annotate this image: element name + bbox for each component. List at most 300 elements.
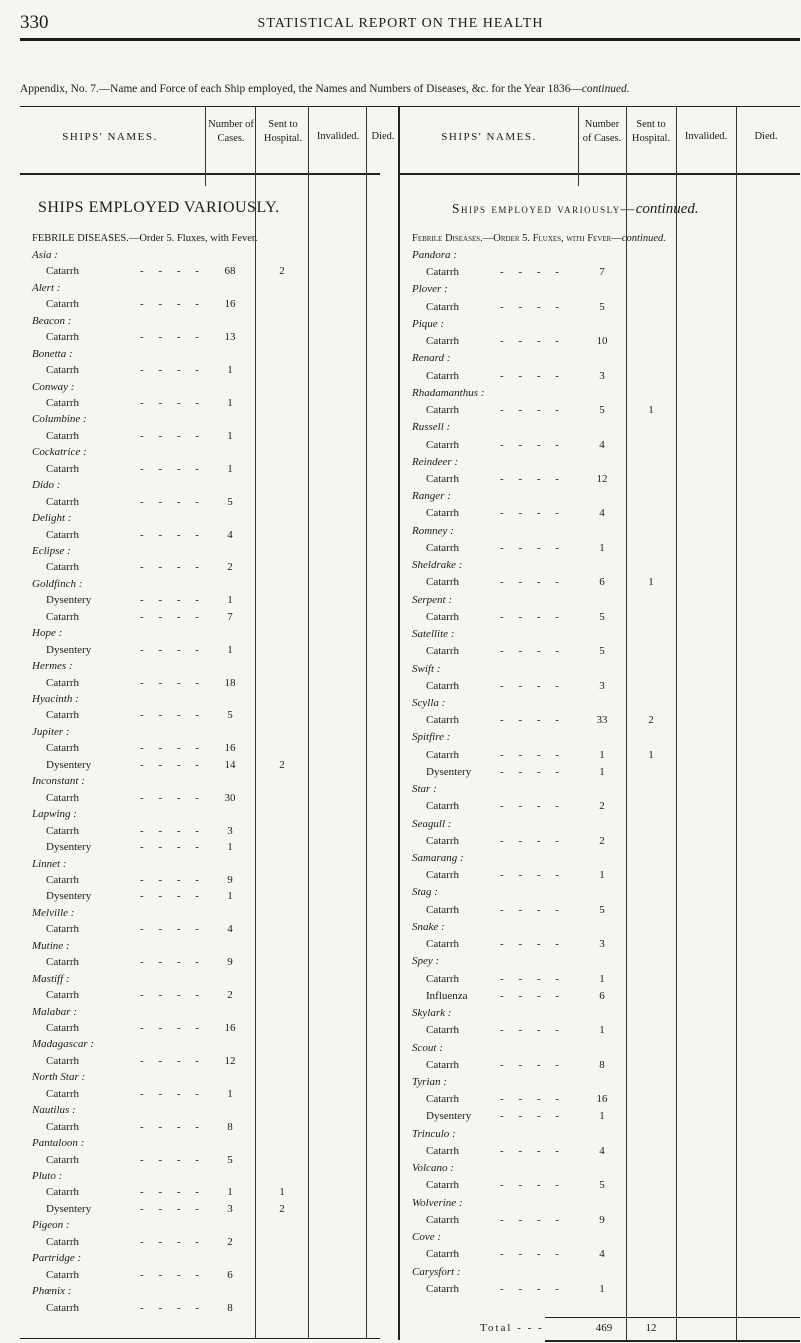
- right-subsection-continued: continued.: [621, 233, 666, 244]
- cases-count: 1: [227, 1186, 233, 1199]
- leader-dashes: - - - -: [500, 472, 565, 485]
- ship-name: Beacon :: [32, 314, 72, 327]
- cases-count: 1: [227, 841, 233, 854]
- leader-dashes: - - - -: [140, 1186, 205, 1199]
- disease-name: Catarrh: [46, 709, 79, 722]
- cases-count: 33: [596, 714, 608, 727]
- cases-count: 1: [227, 1087, 233, 1100]
- total-sent: 12: [645, 1322, 657, 1334]
- cases-count: 1: [227, 643, 233, 656]
- leader-dashes: - - - -: [140, 989, 205, 1002]
- col-invalided-left: Invalided.: [316, 131, 360, 142]
- ship-name: Bonetta :: [32, 347, 73, 360]
- ship-name: Malabar :: [32, 1005, 77, 1018]
- leader-dashes: - - - -: [140, 462, 205, 475]
- leader-dashes: - - - -: [140, 528, 205, 541]
- leader-dashes: - - - -: [140, 331, 205, 344]
- ship-name: Scylla :: [412, 696, 446, 709]
- col-divider: [676, 106, 677, 1340]
- disease-name: Catarrh: [426, 541, 459, 554]
- leader-dashes: - - - -: [500, 335, 565, 348]
- ship-name: Pandora :: [412, 249, 457, 261]
- cases-count: 5: [599, 300, 605, 313]
- col-divider: [205, 106, 206, 186]
- col-divider: [366, 106, 367, 1338]
- disease-name: Catarrh: [46, 1087, 79, 1100]
- ship-name: Sheldrake :: [412, 559, 463, 572]
- ship-name: Melville :: [32, 906, 75, 919]
- ship-name: Asia :: [32, 249, 58, 261]
- ship-name: Rhadamanthus :: [412, 386, 485, 399]
- cases-count: 1: [599, 972, 605, 985]
- disease-name: Catarrh: [46, 1186, 79, 1199]
- leader-dashes: - - - -: [140, 676, 205, 689]
- disease-name: Catarrh: [426, 1058, 459, 1071]
- cases-count: 68: [224, 265, 236, 278]
- cases-count: 1: [227, 364, 233, 377]
- ship-name: Mastiff :: [32, 972, 70, 985]
- total-label: Total - - -: [480, 1322, 544, 1334]
- disease-name: Catarrh: [46, 873, 79, 886]
- leader-dashes: - - - -: [500, 404, 565, 417]
- total-rule: [545, 1317, 800, 1318]
- disease-name: Catarrh: [426, 903, 459, 916]
- disease-name: Catarrh: [46, 1235, 79, 1248]
- sent-to-hospital-count: 2: [648, 714, 654, 727]
- leader-dashes: - - - -: [500, 610, 565, 623]
- ship-name: Cove :: [412, 1231, 442, 1244]
- leader-dashes: - - - -: [140, 1235, 205, 1248]
- leader-dashes: - - - -: [500, 938, 565, 951]
- cases-count: 1: [599, 541, 605, 554]
- cases-count: 16: [224, 742, 236, 755]
- col-divider: [398, 106, 400, 1340]
- ship-name: Ranger :: [412, 490, 451, 503]
- col-invalided-right: Invalided.: [684, 131, 728, 142]
- disease-name: Catarrh: [426, 1024, 459, 1037]
- ship-name: Linnet :: [32, 857, 67, 870]
- cases-count: 12: [596, 472, 608, 485]
- disease-name: Catarrh: [426, 507, 459, 520]
- leader-dashes: - - - -: [500, 714, 565, 727]
- leader-dashes: - - - -: [140, 742, 205, 755]
- disease-name: Catarrh: [426, 300, 459, 313]
- cases-count: 1: [599, 748, 605, 761]
- disease-name: Catarrh: [426, 679, 459, 692]
- disease-name: Catarrh: [46, 989, 79, 1002]
- ship-name: Conway :: [32, 380, 75, 393]
- ship-name: Stag :: [412, 886, 438, 899]
- disease-name: Catarrh: [426, 576, 459, 589]
- cases-count: 6: [227, 1268, 233, 1281]
- ship-name: Eclipse :: [32, 545, 71, 558]
- ship-name: Spitfire :: [412, 731, 451, 744]
- cases-count: 16: [596, 1093, 608, 1106]
- leader-dashes: - - - -: [140, 923, 205, 936]
- ship-name: Lapwing :: [32, 808, 77, 821]
- bottom-rule-left: [20, 1338, 380, 1339]
- cases-count: 2: [599, 800, 605, 813]
- cases-count: 1: [599, 765, 605, 778]
- cases-count: 10: [596, 335, 608, 348]
- leader-dashes: - - - -: [500, 989, 565, 1002]
- disease-name: Catarrh: [46, 1021, 79, 1034]
- cases-count: 5: [227, 495, 233, 508]
- leader-dashes: - - - -: [140, 956, 205, 969]
- ship-name: Swift :: [412, 662, 441, 675]
- cases-count: 4: [227, 923, 233, 936]
- leader-dashes: - - - -: [500, 1282, 565, 1295]
- col-ships-names-left: SHIPS' NAMES.: [62, 131, 158, 143]
- leader-dashes: - - - -: [500, 507, 565, 520]
- subtitle-text: Appendix, No. 7.—Name and Force of each Ship employed, the Names and Numbers of Diseases, &c. for the Year 1836—: [20, 83, 582, 95]
- disease-name: Catarrh: [426, 472, 459, 485]
- disease-name: Dysentery: [46, 643, 92, 656]
- disease-name: Catarrh: [46, 956, 79, 969]
- leader-dashes: - - - -: [140, 610, 205, 623]
- cases-count: 9: [599, 1213, 605, 1226]
- cases-count: 3: [599, 938, 605, 951]
- cases-count: 4: [227, 528, 233, 541]
- ship-name: Pique :: [412, 317, 445, 330]
- cases-count: 1: [599, 1282, 605, 1295]
- left-subsection-title: FEBRILE DISEASES.—Order 5. Fluxes, with Fever.: [32, 233, 258, 244]
- page-subtitle: [20, 83, 800, 95]
- ship-name: Alert :: [32, 281, 61, 294]
- disease-name: Catarrh: [46, 791, 79, 804]
- disease-name: Catarrh: [426, 800, 459, 813]
- page-number: 330: [20, 12, 49, 33]
- leader-dashes: - - - -: [500, 972, 565, 985]
- cases-count: 5: [599, 903, 605, 916]
- ship-name: Star :: [412, 783, 437, 796]
- right-subsection-text: Febrile Diseases.—Order 5. Fluxes, with Fever—: [412, 233, 622, 244]
- leader-dashes: - - - -: [140, 841, 205, 854]
- ship-name: Carysfort :: [412, 1265, 461, 1278]
- disease-name: Catarrh: [46, 528, 79, 541]
- disease-name: Catarrh: [46, 298, 79, 311]
- leader-dashes: - - - -: [140, 1202, 205, 1215]
- col-died-right: Died.: [754, 131, 778, 142]
- ship-name: Dido :: [32, 479, 61, 492]
- leader-dashes: - - - -: [500, 800, 565, 813]
- ship-name: Cockatrice :: [32, 446, 87, 459]
- ship-name: Seagull :: [412, 817, 452, 830]
- leader-dashes: - - - -: [140, 1021, 205, 1034]
- sent-to-hospital-count: 1: [648, 576, 654, 589]
- cases-count: 6: [599, 576, 605, 589]
- ship-name: Nautilus :: [32, 1104, 76, 1117]
- leader-dashes: - - - -: [140, 397, 205, 409]
- cases-count: 4: [599, 1144, 605, 1157]
- subtitle-continued: continued.: [581, 83, 630, 95]
- cases-count: 16: [224, 1021, 236, 1034]
- col-died-left: Died.: [371, 131, 395, 142]
- disease-name: Catarrh: [46, 495, 79, 508]
- leader-dashes: - - - -: [140, 643, 205, 656]
- cases-count: 7: [599, 266, 605, 279]
- leader-dashes: - - - -: [500, 1058, 565, 1071]
- ship-name: Snake :: [412, 920, 445, 933]
- cases-count: 18: [224, 676, 236, 689]
- leader-dashes: - - - -: [140, 265, 205, 278]
- cases-count: 5: [599, 1179, 605, 1192]
- leader-dashes: - - - -: [140, 1153, 205, 1166]
- disease-name: Catarrh: [426, 1093, 459, 1106]
- cases-count: 3: [599, 679, 605, 692]
- ship-name: Columbine :: [32, 413, 87, 426]
- cases-count: 7: [227, 610, 233, 623]
- disease-name: Catarrh: [46, 462, 79, 475]
- cases-count: 8: [599, 1058, 605, 1071]
- cases-count: 5: [227, 709, 233, 722]
- disease-name: Catarrh: [426, 869, 459, 882]
- disease-name: Catarrh: [46, 1054, 79, 1067]
- right-section-title-continued: continued.: [635, 201, 699, 217]
- disease-name: Catarrh: [426, 1179, 459, 1192]
- disease-name: Catarrh: [426, 1213, 459, 1226]
- disease-name: Catarrh: [426, 438, 459, 451]
- leader-dashes: - - - -: [140, 429, 205, 442]
- cases-count: 3: [599, 369, 605, 382]
- ship-name: Volcano :: [412, 1162, 454, 1175]
- leader-dashes: - - - -: [500, 869, 565, 882]
- ship-name: Romney :: [412, 524, 454, 537]
- col-divider: [578, 106, 579, 186]
- disease-name: Catarrh: [46, 923, 79, 936]
- leader-dashes: - - - -: [500, 748, 565, 761]
- disease-name: Dysentery: [426, 765, 472, 778]
- cases-count: 2: [227, 989, 233, 1002]
- ship-name: Phœnix :: [32, 1285, 72, 1298]
- leader-dashes: - - - -: [140, 594, 205, 607]
- ship-name: Tyrian :: [412, 1076, 447, 1089]
- right-section-title-text: Ships employed variously—: [452, 201, 636, 216]
- disease-name: Dysentery: [46, 890, 92, 903]
- cases-count: 1: [599, 869, 605, 882]
- col-ships-names-right: SHIPS' NAMES.: [441, 131, 537, 143]
- leader-dashes: - - - -: [500, 1179, 565, 1192]
- disease-name: Catarrh: [46, 824, 79, 837]
- ship-name: North Star :: [32, 1071, 86, 1084]
- disease-name: Catarrh: [426, 972, 459, 985]
- disease-name: Catarrh: [46, 676, 79, 689]
- leader-dashes: - - - -: [500, 765, 565, 778]
- col-divider: [255, 106, 256, 1338]
- ship-name: Hope :: [32, 627, 63, 640]
- cases-count: 12: [224, 1054, 236, 1067]
- leader-dashes: - - - -: [500, 1213, 565, 1226]
- cases-count: 8: [227, 1120, 233, 1133]
- leader-dashes: - - - -: [500, 679, 565, 692]
- right-subsection-title: [412, 233, 666, 244]
- disease-name: Dysentery: [46, 758, 92, 771]
- leader-dashes: - - - -: [140, 495, 205, 508]
- col-divider: [736, 106, 737, 1340]
- cases-count: 1: [227, 397, 233, 409]
- cases-count: 1: [227, 594, 233, 607]
- cases-count: 8: [227, 1301, 233, 1314]
- table-top-rule: [20, 106, 800, 107]
- leader-dashes: - - - -: [500, 645, 565, 658]
- col-number-of-cases-right: Number of Cases.: [582, 119, 622, 144]
- ship-name: Hermes :: [32, 660, 73, 673]
- ship-name: Russell :: [412, 421, 451, 434]
- cases-count: 1: [599, 1110, 605, 1123]
- header-bottom-rule-right: [398, 173, 800, 175]
- disease-name: Catarrh: [46, 1268, 79, 1281]
- ship-name: Wolverine :: [412, 1196, 463, 1209]
- disease-name: Catarrh: [426, 266, 459, 279]
- disease-name: Catarrh: [426, 645, 459, 658]
- disease-name: Catarrh: [46, 429, 79, 442]
- disease-name: Influenza: [426, 989, 468, 1002]
- leader-dashes: - - - -: [140, 1120, 205, 1133]
- ship-name: Trinculo :: [412, 1127, 456, 1140]
- disease-name: Dysentery: [426, 1110, 472, 1123]
- ship-name: Reindeer :: [412, 455, 459, 468]
- ship-name: Scout :: [412, 1041, 443, 1054]
- leader-dashes: - - - -: [140, 709, 205, 722]
- cases-count: 1: [599, 1024, 605, 1037]
- leader-dashes: - - - -: [140, 1268, 205, 1281]
- cases-count: 2: [599, 834, 605, 847]
- cases-count: 5: [599, 404, 605, 417]
- disease-name: Catarrh: [46, 265, 79, 278]
- leader-dashes: - - - -: [140, 1054, 205, 1067]
- leader-dashes: - - - -: [140, 1087, 205, 1100]
- ship-name: Partridge :: [32, 1252, 82, 1265]
- cases-count: 3: [227, 1202, 233, 1215]
- ship-name: Mutine :: [32, 939, 70, 952]
- left-section-title: SHIPS EMPLOYED VARIOUSLY.: [38, 199, 280, 216]
- ship-name: Spey :: [412, 955, 440, 968]
- leader-dashes: - - - -: [140, 364, 205, 377]
- total-cases: 469: [595, 1322, 613, 1334]
- header-bottom-rule-left: [20, 173, 380, 175]
- leader-dashes: - - - -: [140, 873, 205, 886]
- leader-dashes: - - - -: [140, 890, 205, 903]
- disease-name: Catarrh: [46, 1301, 79, 1314]
- sent-to-hospital-count: 1: [648, 404, 654, 417]
- leader-dashes: - - - -: [500, 300, 565, 313]
- sent-to-hospital-count: 1: [648, 748, 654, 761]
- disease-name: Catarrh: [46, 610, 79, 623]
- disease-name: Catarrh: [426, 1144, 459, 1157]
- leader-dashes: - - - -: [500, 266, 565, 279]
- cases-count: 16: [224, 298, 236, 311]
- cases-count: 5: [599, 645, 605, 658]
- header-rule: [20, 38, 800, 41]
- cases-count: 9: [227, 873, 233, 886]
- ship-name: Delight :: [32, 512, 72, 525]
- ship-name: Inconstant :: [32, 775, 85, 788]
- cases-count: 5: [599, 610, 605, 623]
- ship-name: Pigeon :: [32, 1219, 70, 1232]
- leader-dashes: - - - -: [500, 1248, 565, 1261]
- disease-name: Catarrh: [46, 1153, 79, 1166]
- ship-name: Plover :: [412, 283, 448, 296]
- disease-name: Catarrh: [426, 404, 459, 417]
- ship-name: Pluto :: [32, 1169, 63, 1182]
- col-sent-to-hospital-left: Sent to Hospital.: [263, 119, 303, 144]
- ship-name: Skylark :: [412, 1007, 452, 1020]
- right-section-title: [452, 201, 699, 218]
- disease-name: Catarrh: [426, 834, 459, 847]
- cases-count: 3: [227, 824, 233, 837]
- ship-name: Serpent :: [412, 593, 453, 606]
- sent-to-hospital-count: 1: [279, 1186, 285, 1199]
- leader-dashes: - - - -: [500, 1024, 565, 1037]
- ship-name: Jupiter :: [32, 725, 70, 738]
- ship-name: Pantaloon :: [32, 1137, 85, 1150]
- ship-name: Goldfinch :: [32, 577, 83, 590]
- disease-name: Catarrh: [426, 714, 459, 727]
- leader-dashes: - - - -: [140, 791, 205, 804]
- leader-dashes: - - - -: [500, 1144, 565, 1157]
- disease-name: Catarrh: [46, 1120, 79, 1133]
- disease-name: Dysentery: [46, 1202, 92, 1215]
- cases-count: 2: [227, 561, 233, 574]
- sent-to-hospital-count: 2: [279, 1202, 285, 1215]
- cases-count: 30: [224, 791, 236, 804]
- cases-count: 5: [227, 1153, 233, 1166]
- cases-count: 4: [599, 1248, 605, 1261]
- disease-name: Catarrh: [426, 938, 459, 951]
- col-divider: [626, 106, 627, 1340]
- cases-count: 1: [227, 429, 233, 442]
- ship-name: Satellite :: [412, 628, 455, 641]
- disease-name: Catarrh: [426, 369, 459, 382]
- disease-name: Catarrh: [46, 331, 79, 344]
- leader-dashes: - - - -: [140, 298, 205, 311]
- sent-to-hospital-count: 2: [279, 265, 285, 278]
- col-divider: [308, 106, 309, 1338]
- leader-dashes: - - - -: [500, 1110, 565, 1123]
- cases-count: 6: [599, 989, 605, 1002]
- leader-dashes: - - - -: [140, 561, 205, 574]
- cases-count: 13: [224, 331, 236, 344]
- cases-count: 4: [599, 438, 605, 451]
- cases-count: 2: [227, 1235, 233, 1248]
- leader-dashes: - - - -: [500, 438, 565, 451]
- page-header: STATISTICAL REPORT ON THE HEALTH: [257, 16, 544, 31]
- disease-name: Catarrh: [46, 397, 79, 409]
- leader-dashes: - - - -: [140, 824, 205, 837]
- leader-dashes: - - - -: [140, 1301, 205, 1314]
- leader-dashes: - - - -: [140, 758, 205, 771]
- disease-name: Catarrh: [426, 1248, 459, 1261]
- sent-to-hospital-count: 2: [279, 758, 285, 771]
- leader-dashes: - - - -: [500, 541, 565, 554]
- disease-name: Catarrh: [46, 561, 79, 574]
- disease-name: Catarrh: [426, 748, 459, 761]
- leader-dashes: - - - -: [500, 1093, 565, 1106]
- cases-count: 9: [227, 956, 233, 969]
- leader-dashes: - - - -: [500, 903, 565, 916]
- ship-name: Madagascar :: [32, 1038, 95, 1051]
- ship-name: Renard :: [412, 352, 451, 365]
- ship-name: Samarang :: [412, 852, 464, 865]
- col-sent-to-hospital-right: Sent to Hospital.: [631, 119, 671, 144]
- cases-count: 1: [227, 890, 233, 903]
- cases-count: 14: [224, 758, 236, 771]
- disease-name: Catarrh: [46, 364, 79, 377]
- disease-name: Catarrh: [426, 1282, 459, 1295]
- leader-dashes: - - - -: [500, 369, 565, 382]
- cases-count: 1: [227, 462, 233, 475]
- bottom-rule-right: [545, 1340, 800, 1342]
